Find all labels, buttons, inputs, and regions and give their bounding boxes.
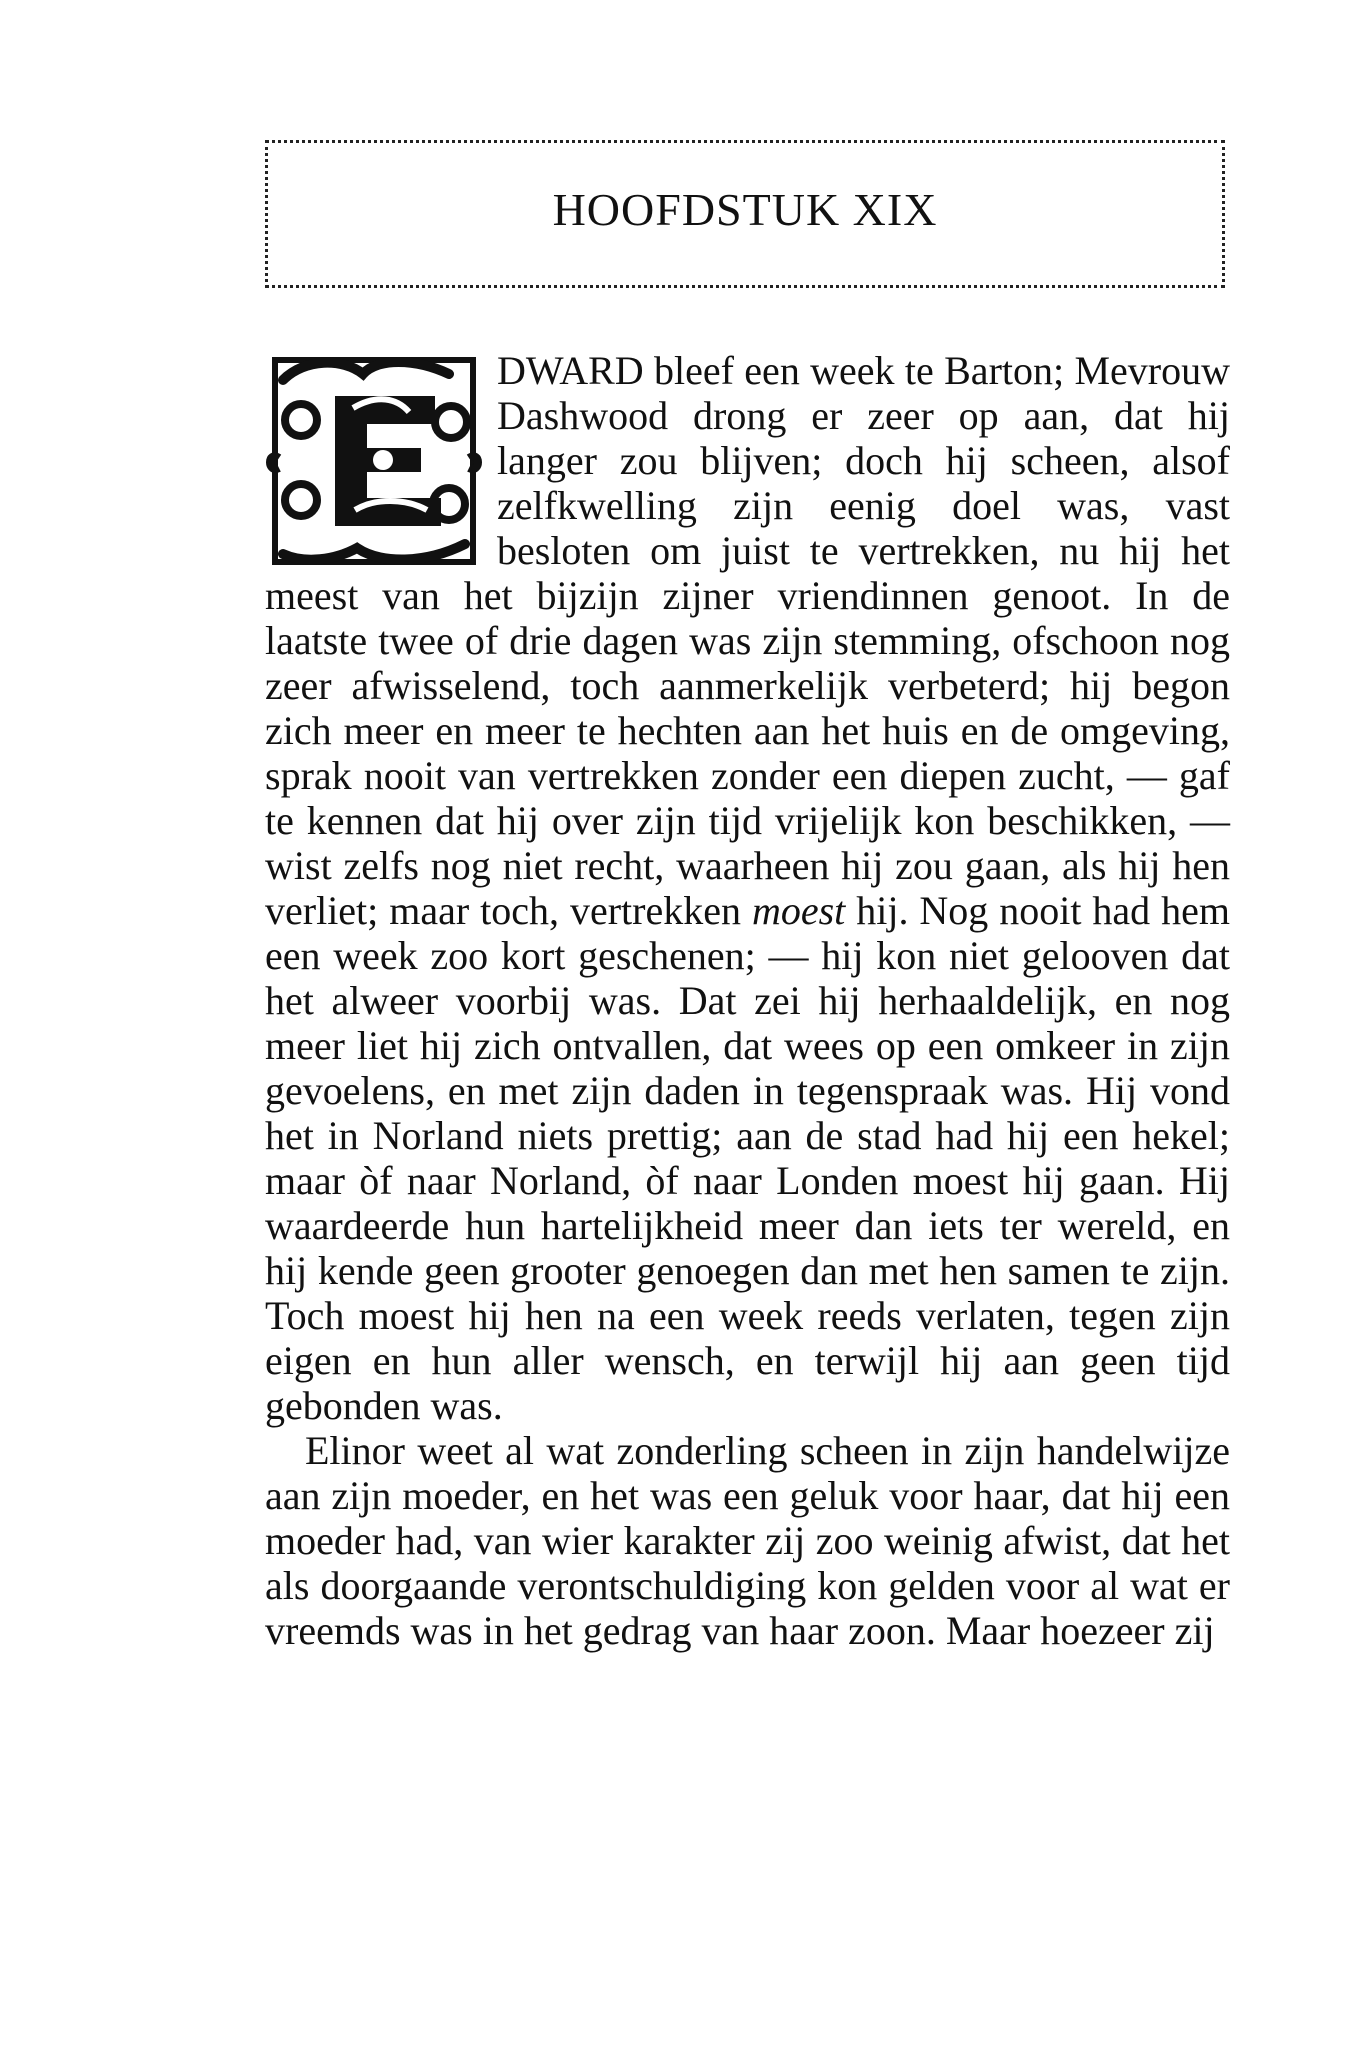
drop-cap-letter bbox=[265, 350, 483, 572]
chapter-title: HOOFDSTUK XIX bbox=[552, 184, 938, 235]
drop-cap bbox=[265, 350, 483, 572]
paragraph-2-text: Elinor weet al wat zonderling scheen in zijn handelwijze aan zijn moeder, en het was een geluk voor haar, dat hij een moeder had, van wier karakter zij zoo weinig afwist, dat het als doorgaande verontschuldiging kon gelden voor al wat er vreemds was in het gedrag van haar zoon. Maar hoezeer zij bbox=[265, 1428, 1230, 1653]
paragraph-1-text-tail: hij. Nog nooit had hem een week zoo kort geschenen; — hij kon niet gelooven dat het alweer voorbij was. Dat zei hij herhaaldelijk, en nog meer liet hij zich ontvallen, dat wees op een omkeer in zijn gevoelens, en met zijn daden in tegenspraak was. Hij vond het in Norland niets prettig; aan de stad had hij een hekel; maar òf naar Norland, òf naar Londen moest hij gaan. Hij waardeerde hun hartelijkheid meer dan iets ter wereld, en hij kende geen grooter genoegen dan met hen samen te zijn. Toch moest hij hen na een week reeds verlaten, tegen zijn eigen en hun aller wensch, en terwijl hij aan geen tijd gebonden was. bbox=[265, 888, 1231, 1428]
paragraph-1-emphasis: moest bbox=[751, 888, 846, 933]
paragraph-1-text-lead: DWARD bleef een week te Barton; Mevrouw Dashwood drong er zeer op aan, dat hij langer zou blijven; doch hij scheen, alsof zelfkwelling zijn eenig doel was, vast besloten om juist te vertrekken, nu hij het meest van het bijzijn zijner vriendinnen genoot. In de laatste twee of drie dagen was zijn stemming, ofschoon nog zeer afwisselend, toch aanmerkelijk verbeterd; hij begon zich meer en meer te hechten aan het huis en de omgeving, sprak nooit van vertrekken zonder een diepen zucht, — gaf te kennen dat hij over zijn tijd vrijelijk kon beschikken, — wist zelfs nog niet recht, waarheen hij zou gaan, als hij hen verliet; maar toch, vertrekken bbox=[265, 348, 1230, 933]
paragraph-2 bbox=[265, 1428, 1230, 1653]
chapter-body bbox=[265, 348, 1230, 1653]
paragraph-1 bbox=[265, 348, 1230, 1428]
chapter-header-box bbox=[265, 140, 1225, 288]
